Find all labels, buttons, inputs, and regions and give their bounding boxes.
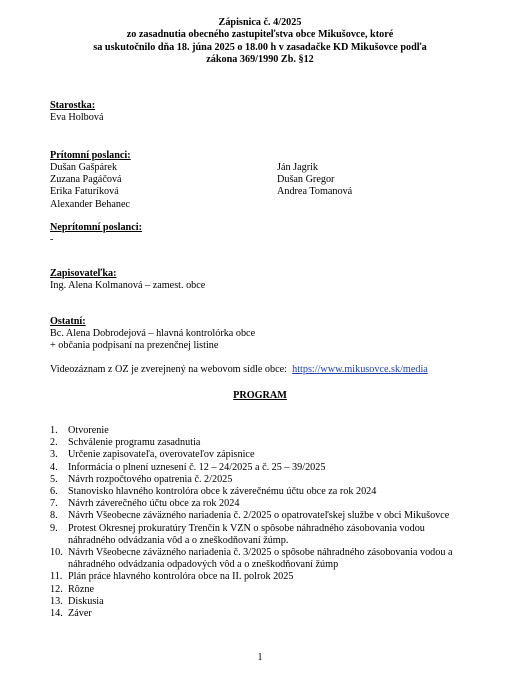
program-item [50, 437, 470, 449]
program-item [50, 449, 470, 461]
item-number: 4. [50, 461, 58, 473]
member-name: Zuzana Pagáčová [50, 174, 122, 186]
member-name: Dušan Gregor [277, 174, 335, 186]
program-item [50, 474, 470, 486]
program-item [50, 498, 470, 510]
program-item [50, 608, 470, 620]
program-item [50, 486, 470, 498]
item-number: 6. [50, 486, 58, 498]
item-number: 11. [50, 571, 63, 583]
item-number: 13. [50, 595, 63, 607]
video-text: Videozáznam z OZ je zverejnený na webovom sídle obce: [50, 364, 287, 375]
starostka-heading: Starostka: [50, 100, 96, 111]
zapisovatelka-name: Ing. Alena Kolmanová – zamest. obce [50, 280, 206, 292]
item-number: 7. [50, 498, 58, 510]
video-link[interactable]: https://www.mikusovce.sk/media [292, 364, 428, 375]
program-item [50, 596, 470, 608]
item-number: 12. [50, 583, 63, 595]
item-text: Informácia o plnení uznesení č. 12 – 24/2025 a č. 25 – 39/2025 [68, 461, 326, 473]
title-line: sa uskutočnilo dňa 18. júna 2025 o 18.00 h v zasadačke KD Mikušovce podľa [93, 41, 427, 53]
item-number: 14. [50, 608, 63, 620]
pritomni-left-column [50, 162, 270, 211]
document-title [0, 17, 520, 67]
program-title: PROGRAM [233, 390, 287, 401]
member-name: Erika Faturíková [50, 186, 119, 198]
item-text: Plán práce hlavného kontrolóra obce na II. polrok 2025 [68, 571, 294, 583]
starostka-name: Eva Holbová [50, 112, 104, 124]
program-item [50, 584, 470, 596]
program-item [50, 523, 470, 547]
item-text: Záver [68, 608, 92, 620]
pritomni-right-column [277, 162, 477, 199]
zapisovatelka-heading: Zapisovateľka: [50, 268, 117, 279]
item-text: Rôzne [68, 583, 95, 595]
section-starostka [50, 100, 103, 124]
item-text: Návrh rozpočtového opatrenia č. 2/2025 [68, 473, 233, 485]
program-item [50, 547, 470, 571]
title-line: Zápisnica č. 4/2025 [218, 17, 302, 28]
item-number: 10. [50, 547, 63, 559]
member-name: Alexander Behanec [50, 198, 131, 210]
item-number: 3. [50, 449, 58, 461]
program-list [50, 425, 470, 620]
member-name: Andrea Tomanová [277, 186, 353, 198]
program-item [50, 462, 470, 474]
item-text: Návrh Všeobecne záväzného nariadenia č. 2/2025 o opatrovateľskej službe v obci Mikušovce [68, 510, 450, 522]
video-note [50, 364, 428, 375]
item-number: 5. [50, 473, 58, 485]
ostatni-line: + občania podpísaní na prezenčnej listine [50, 340, 219, 352]
nepritomni-heading: Neprítomní poslanci: [50, 222, 142, 233]
program-item [50, 571, 470, 583]
item-text: Návrh Všeobecne záväzného nariadenia č. 3/2025 o spôsobe náhradného zásobovania vodou a náhradného odvádzania odpadových vôd a o zneškodňovaní žúmp [68, 547, 453, 571]
pritomni-heading: Prítomní poslanci: [50, 150, 131, 161]
title-line: zo zasadnutia obecného zastupiteľstva obce Mikušovce, ktoré [126, 29, 394, 41]
page-number: 1 [257, 652, 263, 663]
ostatni-heading: Ostatní: [50, 316, 86, 327]
item-text: Schválenie programu zasadnutia [68, 437, 201, 449]
item-text: Protest Okresnej prokuratúry Trenčín k VZN o spôsobe náhradného zásobovania vodou náhradného odvádzania vôd a o zneškodňovaní žúmp. [68, 522, 425, 546]
item-number: 1. [50, 425, 58, 436]
nepritomni-value: - [50, 234, 54, 246]
section-nepritomni [50, 222, 142, 246]
item-number: 9. [50, 522, 58, 534]
section-ostatni [50, 316, 255, 353]
item-text: Určenie zapisovateľa, overovateľov zápisnice [68, 449, 255, 461]
program-item [50, 425, 470, 437]
member-name: Ján Jagrik [277, 162, 319, 173]
item-text: Stanovisko hlavného kontrolóra obce k záverečnému účtu obce za rok 2024 [68, 486, 377, 498]
item-number: 2. [50, 437, 58, 449]
member-name: Dušan Gašpárek [50, 162, 118, 173]
item-text: Otvorenie [68, 425, 109, 436]
item-text: Diskusia [68, 595, 104, 607]
title-line: zákona 369/1990 Zb. §12 [206, 54, 314, 66]
pritomni-heading-wrap [50, 150, 131, 162]
item-number: 8. [50, 510, 58, 522]
program-item [50, 510, 470, 522]
ostatni-line: Bc. Alena Dobrodejová – hlavná kontrolórka obce [50, 328, 256, 340]
section-zapisovatelka [50, 268, 205, 292]
item-text: Návrh záverečného účtu obce za rok 2024 [68, 498, 240, 510]
